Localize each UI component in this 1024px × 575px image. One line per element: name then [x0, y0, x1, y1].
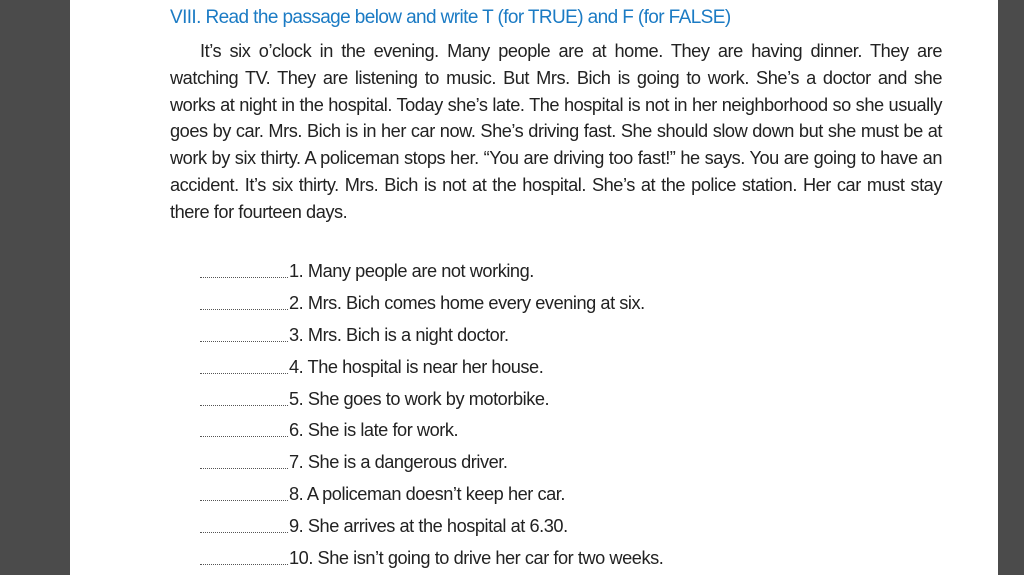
answer-blank[interactable]	[200, 482, 288, 501]
question-text: 10. She isn’t going to drive her car for two weeks.	[289, 547, 664, 568]
question-item	[200, 256, 663, 288]
question-text: 1. Many people are not working.	[289, 261, 534, 282]
question-item	[200, 288, 663, 320]
reading-passage: It’s six o’clock in the evening. Many people are at home. They are having dinner. They are watching TV. They are listening to music. But Mrs. Bich is going to work. She’s a doctor and she works at night in the hospital. Today she’s late. The hospital is not in her neighborhood so she usually goes by car. Mrs. Bich is in her car now. She’s driving fast. She should slow down but she must be at work by six thirty. A policeman stops her. “You are driving too fast!” he says. You are going to have an accident. It’s six thirty. Mrs. Bich is not at the hospital. She’s at the police station. Her car must stay there for fourteen days.	[170, 41, 942, 222]
answer-blank[interactable]	[200, 291, 288, 310]
answer-blank[interactable]	[200, 450, 288, 469]
question-text: 6. She is late for work.	[289, 420, 459, 441]
question-text: 9. She arrives at the hospital at 6.30.	[289, 515, 568, 536]
answer-blank[interactable]	[200, 546, 288, 565]
document-page	[70, 0, 998, 575]
answer-blank[interactable]	[200, 387, 288, 406]
question-item	[200, 447, 663, 479]
answer-blank[interactable]	[200, 259, 288, 278]
question-text: 5. She goes to work by motorbike.	[289, 388, 550, 409]
question-text: 2. Mrs. Bich comes home every evening at six.	[289, 293, 645, 314]
question-item	[200, 415, 663, 447]
question-item	[200, 542, 663, 574]
answer-blank[interactable]	[200, 355, 288, 374]
exercise-heading: VIII. Read the passage below and write T (for TRUE) and F (for FALSE)	[170, 7, 731, 28]
question-item	[200, 479, 663, 511]
question-item	[200, 383, 663, 415]
answer-blank[interactable]	[200, 514, 288, 533]
question-text: 4. The hospital is near her house.	[289, 356, 544, 377]
question-text: 8. A policeman doesn’t keep her car.	[289, 483, 565, 504]
answer-blank[interactable]	[200, 418, 288, 437]
question-item	[200, 351, 663, 383]
question-text: 3. Mrs. Bich is a night doctor.	[289, 324, 509, 345]
answer-blank[interactable]	[200, 323, 288, 342]
question-item	[200, 320, 663, 352]
question-text: 7. She is a dangerous driver.	[289, 452, 508, 473]
question-list	[200, 256, 663, 574]
question-item	[200, 510, 663, 542]
